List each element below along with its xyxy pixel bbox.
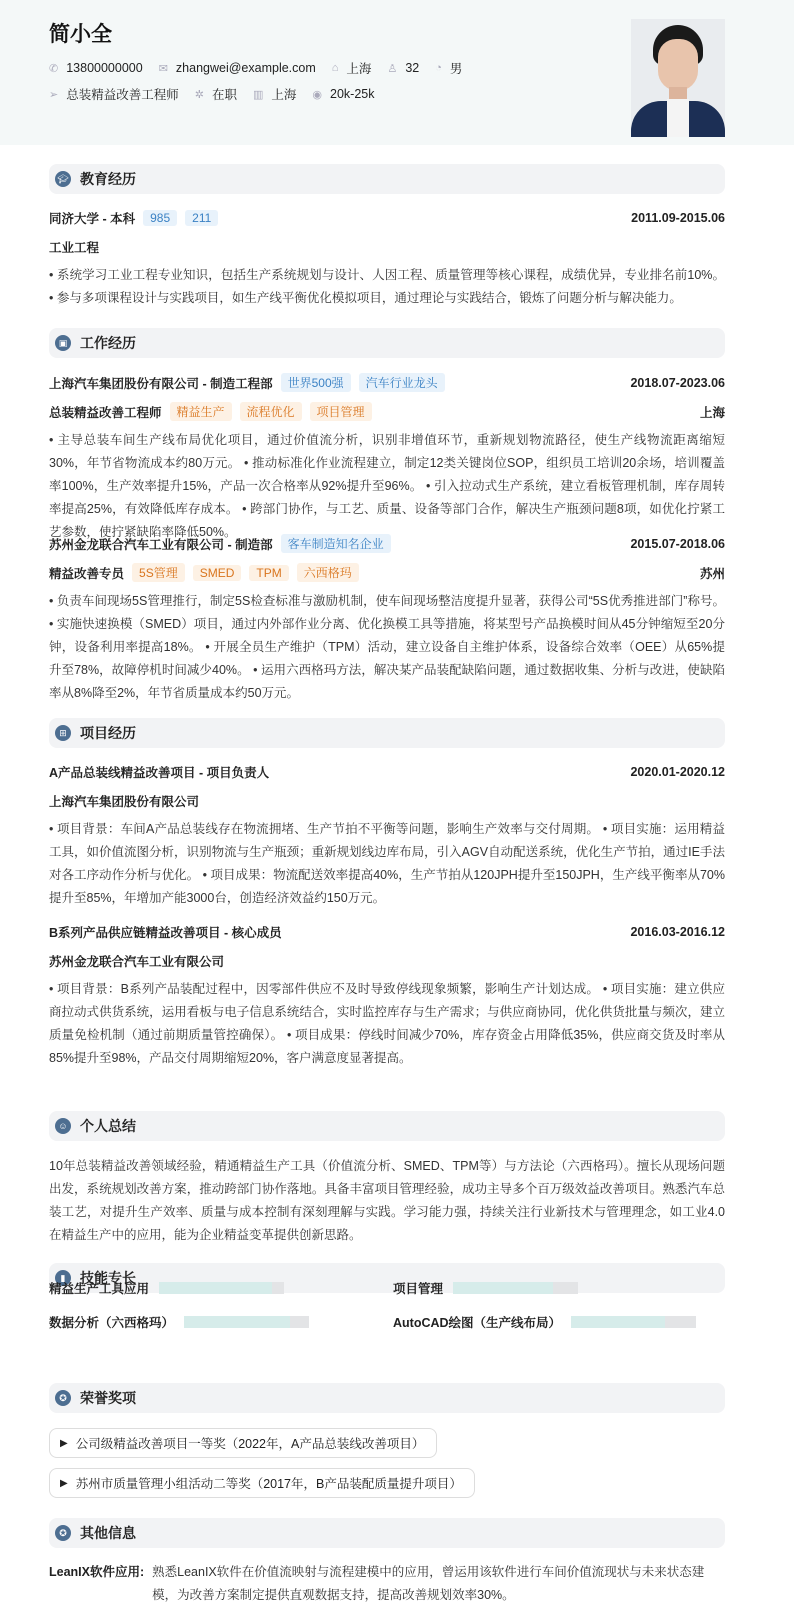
- status-icon: ✲: [194, 88, 204, 101]
- section-education: [49, 164, 725, 194]
- skill-name: AutoCAD绘图（生产线布局）: [393, 1316, 562, 1330]
- section-title: 项目经历: [80, 725, 136, 741]
- date: 2018.07-2023.06: [630, 375, 725, 390]
- tag: 六西格玛: [297, 563, 359, 582]
- job-status: 在职: [211, 88, 237, 102]
- tag: 流程优化: [240, 402, 302, 421]
- project-title: [49, 923, 725, 941]
- skill-bar: [453, 1282, 578, 1294]
- award-item[interactable]: [49, 1468, 475, 1498]
- skill-item: [393, 1313, 696, 1331]
- role: 精益改善专员: [49, 566, 125, 581]
- gender-icon: ◔: [435, 62, 442, 74]
- project-title: [49, 763, 725, 781]
- city: 上海: [346, 62, 372, 76]
- skill-name: 数据分析（六西格玛）: [49, 1316, 175, 1330]
- date: 2015.07-2018.06: [630, 536, 725, 551]
- skill-item: [393, 1279, 578, 1297]
- building-icon: ▥: [252, 88, 264, 101]
- skill-item: [49, 1279, 284, 1297]
- tag: 211: [185, 210, 218, 226]
- avatar-photo: [631, 19, 725, 137]
- info-icon: ✪: [55, 1525, 71, 1541]
- section-title: 个人总结: [80, 1118, 136, 1134]
- phone: 13800000000: [66, 61, 143, 75]
- cake-icon: ♙: [387, 62, 398, 75]
- role: 总装精益改善工程师: [49, 405, 162, 420]
- skill-bar-fill: [571, 1316, 665, 1328]
- section-title: 技能专长: [80, 1270, 136, 1286]
- chart-icon: ▮: [55, 1270, 71, 1286]
- skill-name: 精益生产工具应用: [49, 1282, 150, 1296]
- job-intent-row: [49, 85, 384, 103]
- skill-bar-fill: [159, 1282, 272, 1294]
- section-title: 工作经历: [80, 335, 136, 351]
- city: 苏州: [699, 566, 725, 581]
- user-icon: ☺: [55, 1118, 71, 1134]
- mail-icon: ✉: [158, 62, 168, 75]
- skill-bar: [184, 1316, 309, 1328]
- skill-name: 项目管理: [393, 1282, 444, 1296]
- education-item: [49, 209, 725, 227]
- work-role: [49, 402, 725, 421]
- date: 2016.03-2016.12: [630, 925, 725, 939]
- work-desc: • 主导总装车间生产线布局优化项目，通过价值流分析，识别非增值环节，重新规划物流路径，使生产线物流距离缩短30%，年节省物流成本约80万元。 • 推动标准化作业流程建立，制定12类关键岗位SOP，组织员工培训20余场，培训覆盖率100%，生产效率提升15%，产品一次合格率从92%提升至96%。 • 引入拉动式生产系统，建立看板管理机制，库存周转率提高25%，有效降低库存成本。 • 跨部门协作，与工艺、质量、设备等部门合作，解决生产瓶颈问题8项，如优化拧紧工艺参数，使拧紧缺陷率降低50%。: [49, 433, 725, 539]
- tag: 精益生产: [170, 402, 232, 421]
- skill-bar: [159, 1282, 284, 1294]
- project-desc: • 项目背景：车间A产品总装线存在物流拥堵、生产节拍不平衡等问题，影响生产效率与交付周期。 • 项目实施：运用精益工具，如价值流图分析，识别物流与生产瓶颈；重新规划线边库布局，引入AGV自动配送系统，优化生产节拍，通过IE手法对各工序动作分析与优化。 • 项目成果：物流配送效率提高40%，生产节拍从120JPH提升至150JPH，生产线平衡率从70%提升至85%，年增加产能3000台，创造经济效益约150万元。: [49, 822, 725, 905]
- work-city: 上海: [271, 88, 297, 102]
- section-projects: [49, 718, 725, 748]
- award-text: 苏州市质量管理小组活动二等奖（2017年，B产品装配质量提升项目）: [75, 1477, 462, 1491]
- tag: TPM: [249, 565, 288, 581]
- award-item[interactable]: [49, 1428, 437, 1458]
- other-item: [49, 1561, 725, 1607]
- other-text: 熟悉LeanIX软件在价值流映射与流程建模中的应用，曾运用该软件进行车间价值流现状与未来状态建模，为改善方案制定提供直观数据支持，提高改善规划效率30%。: [152, 1565, 705, 1602]
- section-other: [49, 1518, 725, 1548]
- company: 上海汽车集团股份有限公司 - 制造工程部: [49, 376, 273, 391]
- date: 2020.01-2020.12: [630, 765, 725, 779]
- major: 工业工程: [49, 241, 100, 255]
- tag: 汽车行业龙头: [359, 373, 445, 392]
- work-desc: • 负责车间现场5S管理推行，制定5S检查标准与激励机制，使车间现场整洁度提升显著，获得公司“5S优秀推进部门”称号。 • 实施快速换模（SMED）项目，通过内外部作业分离、优化换模工具等措施，将某型号产品换模时间从45分钟缩短至20分钟，设备利用率提高18%。 • 开展全员生产维护（TPM）活动，建立设备自主维护体系，设备综合效率（OEE）从65%提升至78%，故障停机时间减少40%。 • 运用六西格玛方法，解决某产品装配缺陷问题，通过数据收集、分析与改进，使缺陷率从8%降至2%，年节省质量成本约50万元。: [49, 594, 725, 700]
- date: 2011.09-2015.06: [631, 211, 725, 225]
- contact-row: [49, 59, 472, 77]
- medal-icon: ✪: [55, 1390, 71, 1406]
- triangle-right-icon: ▶: [60, 1437, 68, 1449]
- company: 苏州金龙联合汽车工业有限公司 - 制造部: [49, 537, 273, 552]
- project-company: 苏州金龙联合汽车工业有限公司: [49, 955, 225, 969]
- title: A产品总装线精益改善项目 - 项目负责人: [49, 766, 270, 780]
- project-desc: • 项目背景：B系列产品装配过程中，因零部件供应不及时导致停线现象频繁，影响生产计划达成。 • 项目实施：建立供应商拉动式供货系统，运用看板与电子信息系统结合，实时监控库存与生产需求；与供应商协同，优化供货批量与频次，建立质量免检机制（通过前期质量管控确保）。 • 项目成果：停线时间减少70%，库存资金占用降低35%，供应商交货及时率从85%提升至98%，产品交付周期缩短20%，客户满意度显著提高。: [49, 982, 725, 1065]
- age: 32: [405, 61, 420, 75]
- skill-bar-fill: [453, 1282, 553, 1294]
- tag: SMED: [193, 565, 242, 581]
- tag: 客车制造知名企业: [281, 534, 391, 553]
- section-title: 荣誉奖项: [80, 1390, 136, 1406]
- candidate-name: 简小全: [49, 23, 112, 46]
- graduation-cap-icon: 🎓︎: [55, 171, 71, 187]
- send-icon: ➢: [49, 88, 59, 101]
- skill-bar: [571, 1316, 696, 1328]
- work-role: [49, 563, 725, 582]
- section-title: 教育经历: [80, 171, 136, 187]
- section-awards: [49, 1383, 725, 1413]
- section-summary: [49, 1111, 725, 1141]
- summary-text: 10年总装精益改善领域经验，精通精益生产工具（价值流分析、SMED、TPM等）与方法论（六西格玛）。擅长从现场问题出发，系统规划改善方案，推动跨部门协作落地。具备丰富项目管理经验，成功主导多个百万级效益改善项目。熟悉汽车总装工艺，对提升生产效率、质量与成本控制有深刻理解与实践。学习能力强，持续关注行业新技术与管理理念，如工业4.0在精益生产中的应用，能为企业精益变革提供创新思路。: [49, 1159, 725, 1242]
- other-label: LeanIX软件应用:: [49, 1565, 145, 1579]
- tag: 985: [143, 210, 177, 226]
- project-company: 上海汽车集团股份有限公司: [49, 795, 200, 809]
- phone-icon: ✆: [49, 62, 59, 75]
- email[interactable]: zhangwei@example.com: [175, 61, 316, 75]
- work-company: [49, 534, 725, 553]
- salary: 20k-25k: [330, 87, 375, 101]
- tag: 项目管理: [310, 402, 372, 421]
- home-icon: ⌂: [331, 62, 339, 74]
- section-work: [49, 328, 725, 358]
- job-title: 总装精益改善工程师: [66, 88, 179, 102]
- section-title: 其他信息: [80, 1525, 136, 1541]
- skill-item: [49, 1313, 309, 1331]
- tag: 5S管理: [132, 563, 185, 582]
- triangle-right-icon: ▶: [60, 1477, 68, 1489]
- school: 同济大学 - 本科: [49, 212, 136, 226]
- skill-bar-fill: [184, 1316, 290, 1328]
- tag: 世界500强: [281, 373, 351, 392]
- city: 上海: [699, 405, 725, 420]
- salary-icon: ◉: [312, 88, 322, 101]
- grid-icon: ⊞: [55, 725, 71, 741]
- briefcase-icon: ▣: [55, 335, 71, 351]
- gender: 男: [449, 62, 463, 76]
- education-desc: • 系统学习工业工程专业知识，包括生产系统规划与设计、人因工程、质量管理等核心课程，成绩优异，专业排名前10%。 • 参与多项课程设计与实践项目，如生产线平衡优化模拟项目，通过理论与实践结合，锻炼了问题分析与解决能力。: [49, 268, 725, 305]
- title: B系列产品供应链精益改善项目 - 核心成员: [49, 926, 282, 940]
- award-text: 公司级精益改善项目一等奖（2022年，A产品总装线改善项目）: [75, 1437, 425, 1451]
- work-company: [49, 373, 725, 392]
